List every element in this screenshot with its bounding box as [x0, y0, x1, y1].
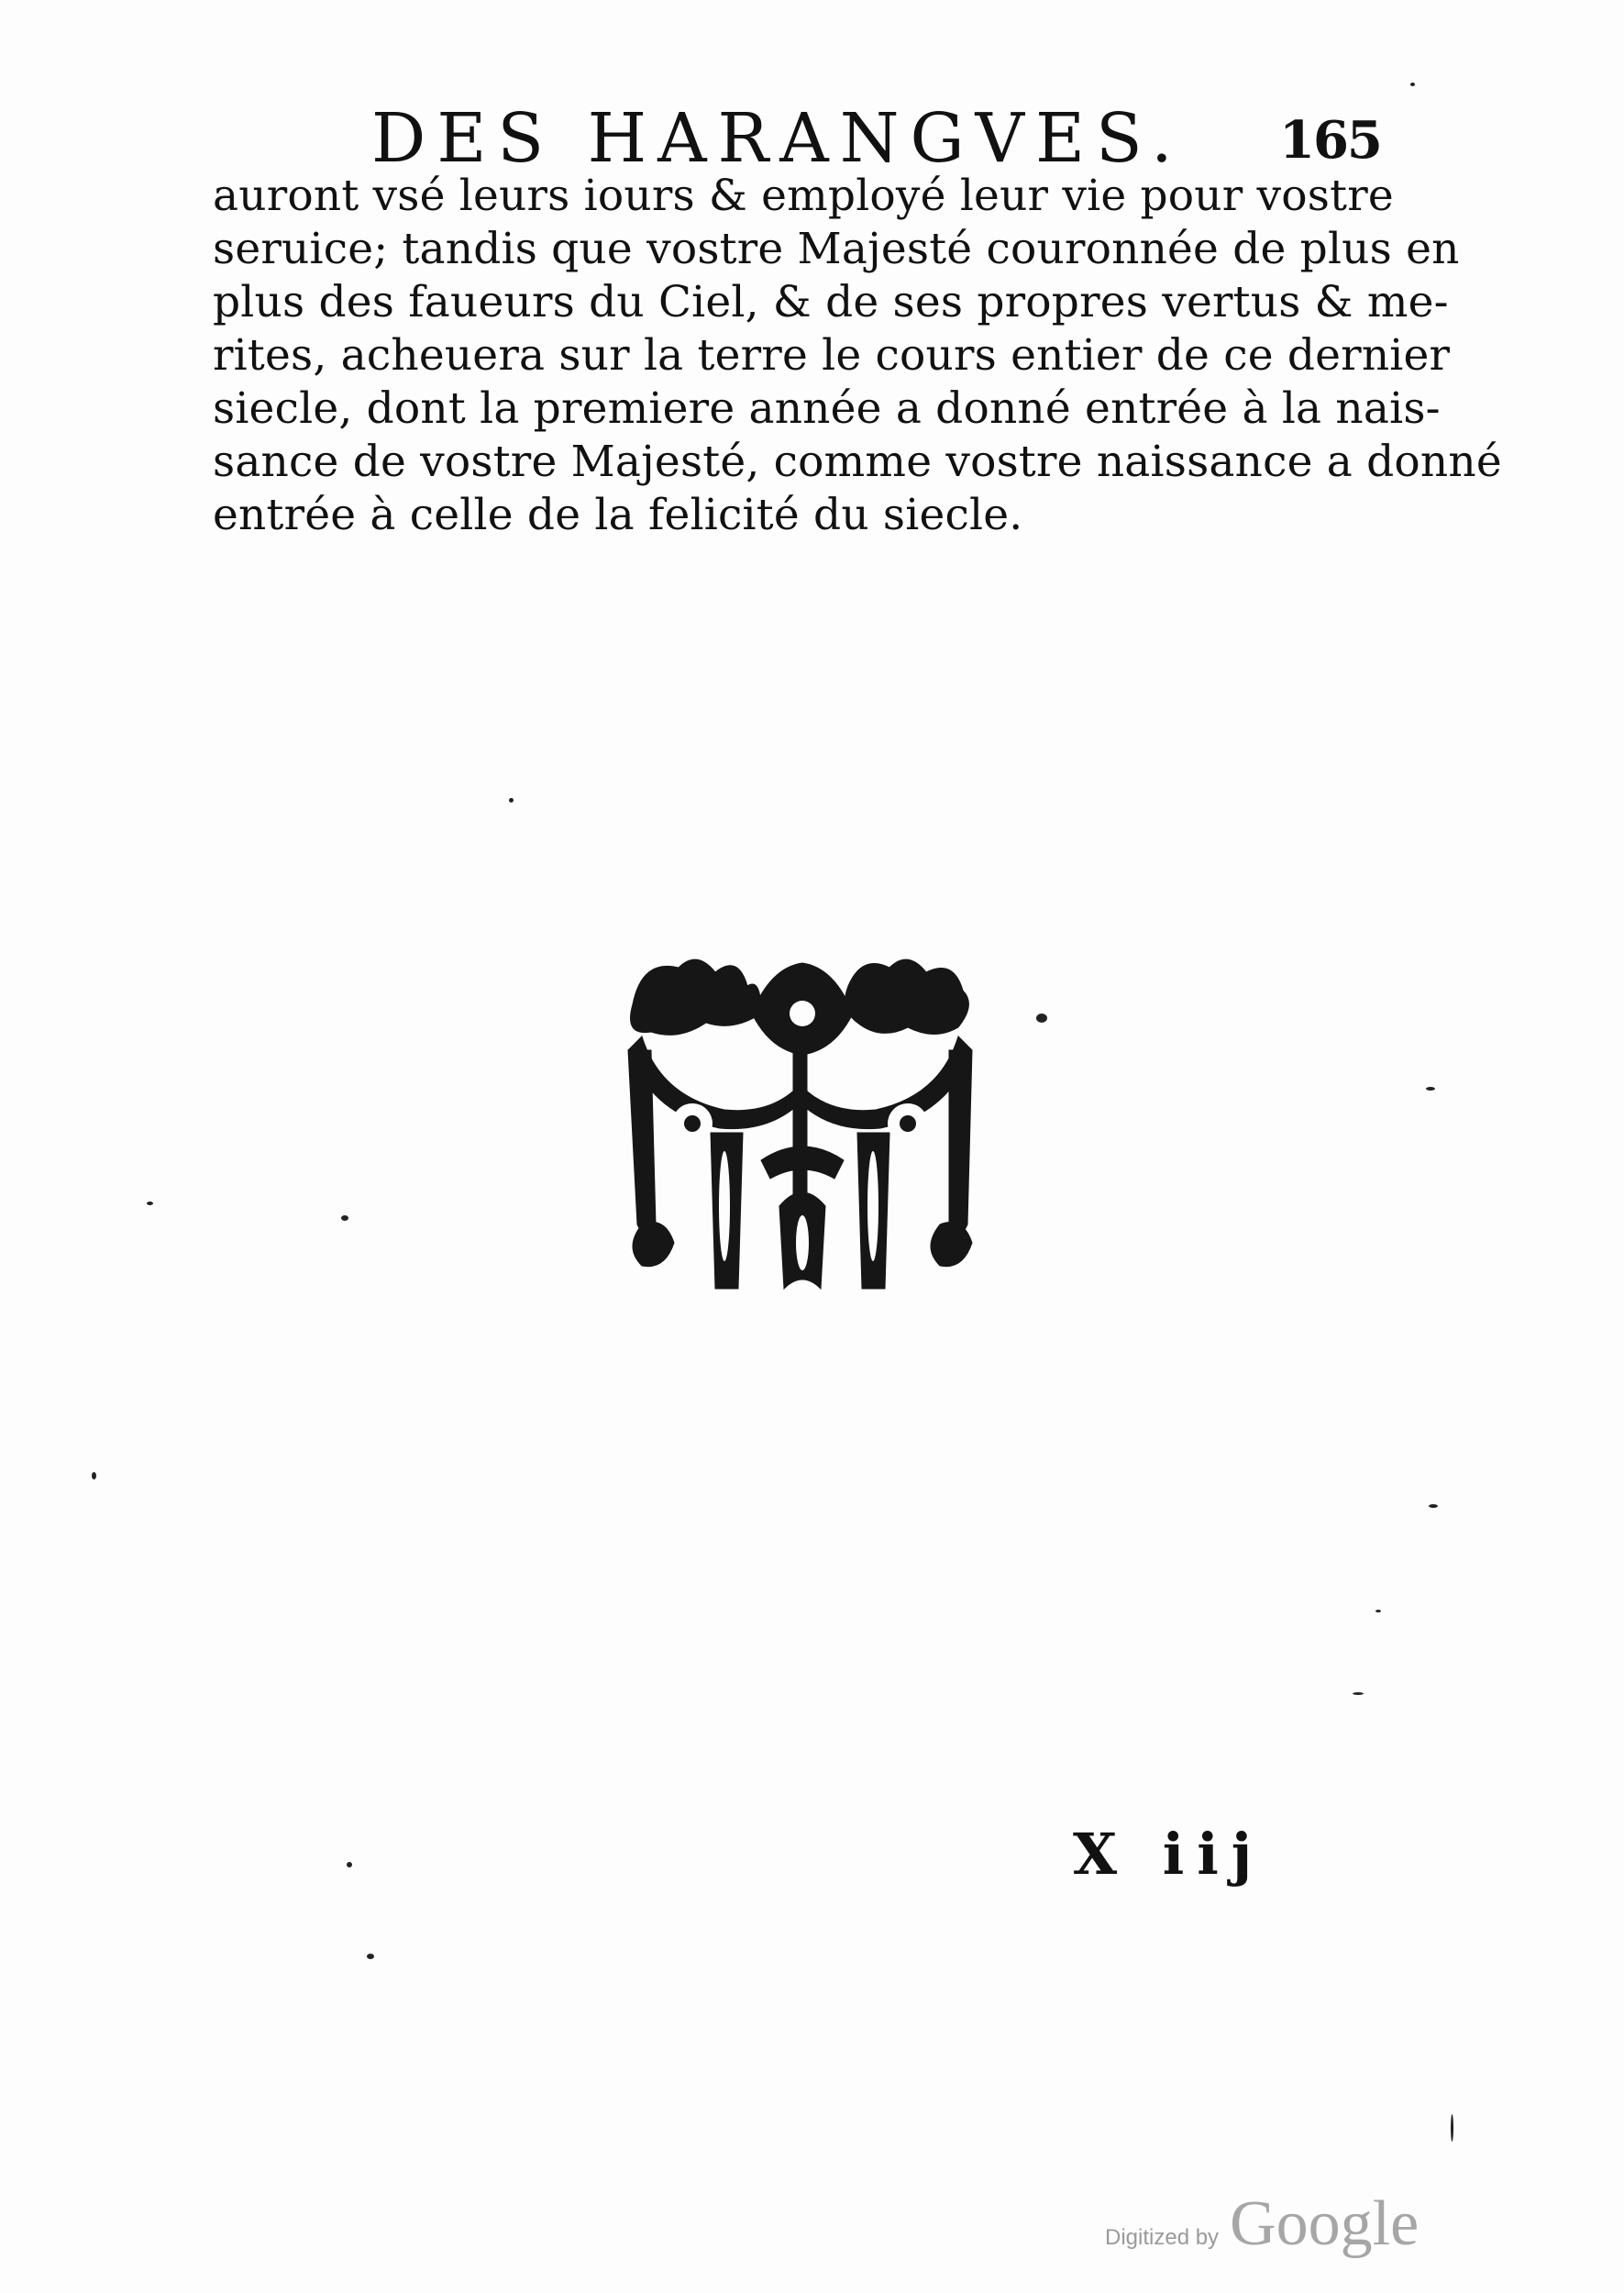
print-speck — [1451, 2114, 1453, 2142]
digitized-watermark — [1105, 2188, 1419, 2261]
text-line: plus des faueurs du Ciel, & de ses propres vertus & me- — [213, 277, 1449, 327]
text-line: rites, acheuera sur la terre le cours entier de ce dernier — [213, 330, 1451, 381]
print-speck — [1426, 1087, 1435, 1091]
print-speck — [367, 1954, 374, 1959]
body-text — [213, 170, 1502, 542]
signature-mark: X iij — [1073, 1821, 1265, 1888]
text-line: sance de vostre Majesté, comme vostre naissance a donné — [213, 437, 1502, 487]
print-speck — [1429, 1504, 1438, 1508]
print-speck — [1375, 1610, 1381, 1612]
print-speck — [1353, 1692, 1364, 1695]
print-speck — [92, 1472, 96, 1479]
text-line: siecle, dont la premiere année a donné entrée à la nais- — [213, 383, 1441, 434]
page-number: 165 — [1279, 110, 1381, 171]
print-speck — [509, 798, 514, 803]
digitized-by-text: Digitized by — [1105, 2225, 1220, 2250]
print-speck — [147, 1202, 153, 1205]
text-line: entrée à celle de la felicité du siecle. — [213, 490, 1023, 540]
print-speck — [347, 1862, 352, 1867]
print-speck — [341, 1215, 348, 1221]
print-speck — [1410, 83, 1415, 86]
print-speck — [1036, 1014, 1047, 1023]
text-line: seruice; tandis que vostre Majesté couronnée de plus en — [213, 224, 1460, 274]
google-logo: Google — [1230, 2188, 1420, 2259]
text-line: auront vsé leurs iours & employé leur vie pour vostre — [213, 171, 1394, 221]
floral-tailpiece-icon — [624, 949, 977, 1298]
running-head: DES HARANGVES. — [371, 99, 1184, 178]
